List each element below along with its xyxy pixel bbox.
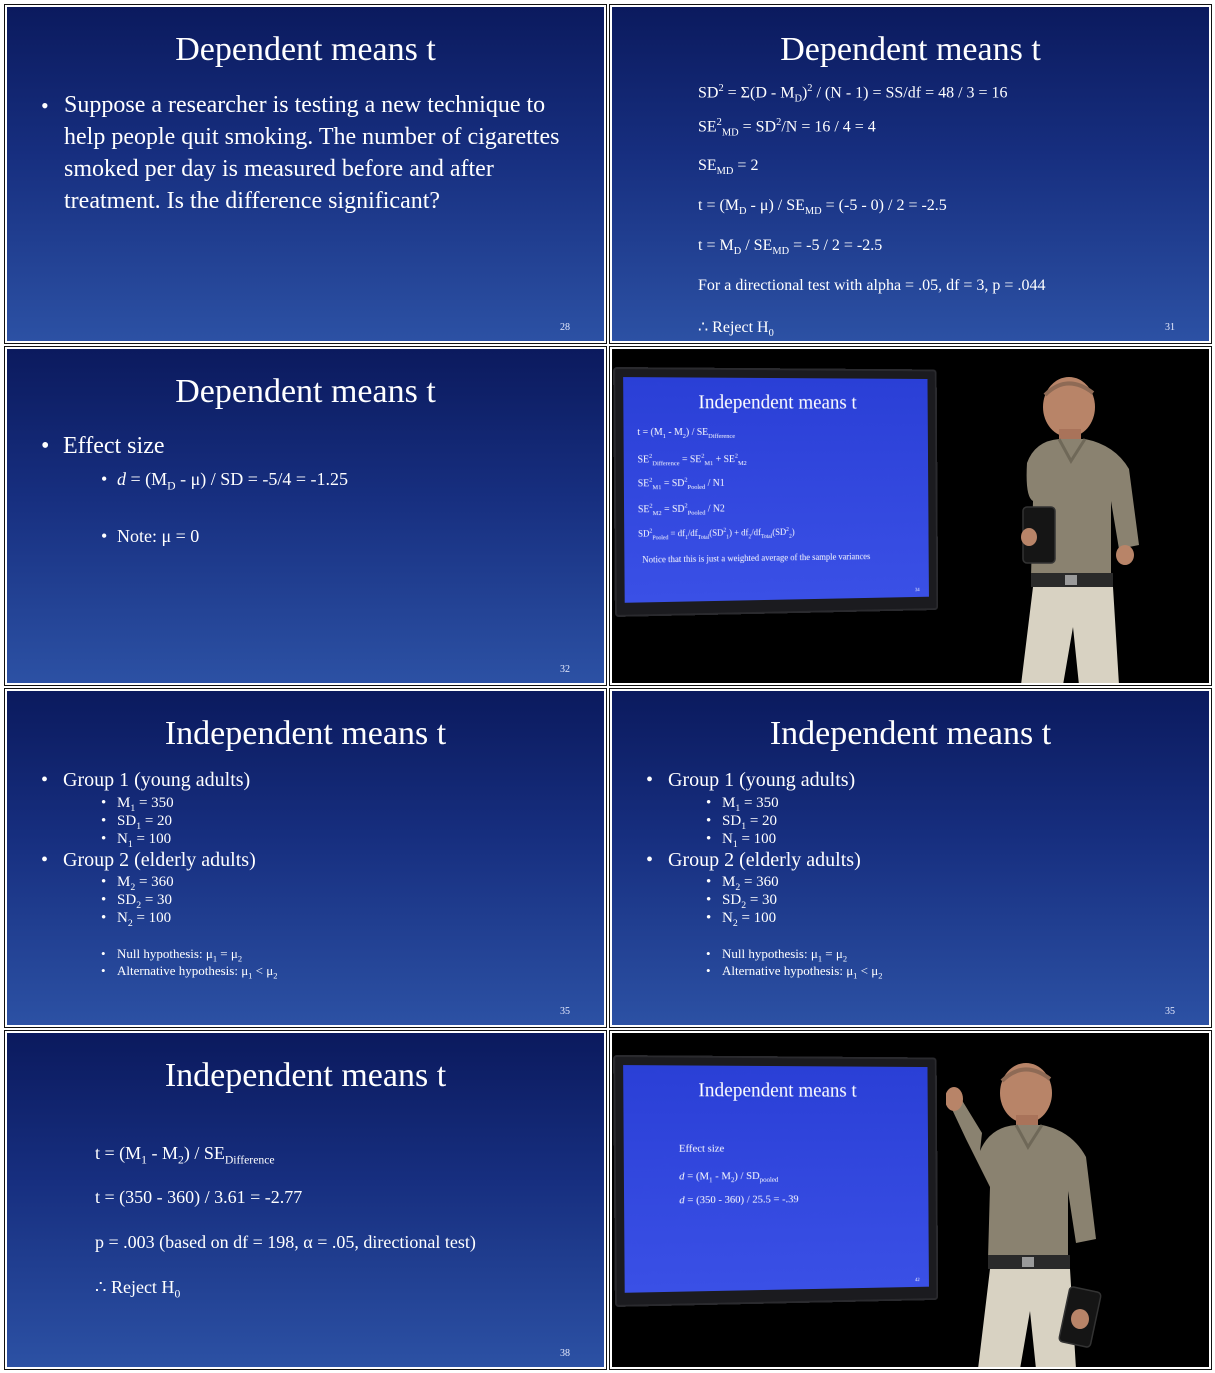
screen-formula-se-m2: $SE^2_{M2} = SD^2_{Pooled} / N2$ (637, 502, 725, 517)
formula-t-computed: t = (350 - 360) / 3.61 = -2.77 (95, 1187, 303, 1207)
conclusion: ∴ Reject $H_0$ (95, 1277, 181, 1301)
formula-se-squared: $SE^2_{MD} = SD^2/N = 16 / 4 = 4$ (698, 117, 876, 139)
p-value-note: p = .003 (based on df = 198, α = .05, directional test) (95, 1232, 476, 1252)
bullet-group-1: • Group 1 (young adults) (646, 769, 856, 791)
sub-bullet-n2: • $N_2 = 100$ (101, 910, 172, 929)
bullet-group-1: • Group 1 (young adults) (41, 769, 251, 791)
screen-formula-se-diff: $SE^2_{Difference} = SE^2_{M1} + SE^2_{M2}$ (637, 452, 747, 468)
screen-formula-se-m1: $SE^2_{M1} = SD^2_{Pooled} / N1$ (637, 476, 725, 492)
conclusion: ∴ Reject $H_0$ (698, 319, 774, 340)
screen-d-computed: d = (350 - 360) / 25.5 = -.39 (679, 1193, 799, 1207)
monitor-screen (623, 377, 929, 603)
bullet-group-2: • Group 2 (elderly adults) (646, 849, 861, 871)
slide-31 (610, 5, 1211, 343)
slide-bullet-text: Suppose a researcher is testing a new technique to help people quit smoking. The number of cigarettes smoked per day is measured before and after treatment. Is the difference significant? (64, 92, 560, 214)
slide-28 (5, 5, 606, 343)
lecture-video-frame-b (610, 1031, 1211, 1369)
formula-se: $SE_{MD} = 2$ (698, 157, 759, 178)
presentation-monitor (613, 1055, 938, 1307)
page-number: 38 (560, 1348, 570, 1359)
slide-title: Dependent means t (780, 31, 1041, 68)
sub-bullet-null-hypothesis: • Null hypothesis: $\mu_1 = \mu_2$ (706, 946, 848, 964)
sub-bullet-n2: • $N_2 = 100$ (706, 910, 777, 929)
slide-title: Independent means t (769, 715, 1052, 752)
bullet-dot: • (41, 93, 49, 118)
page-number: 35 (1165, 1006, 1175, 1017)
page-number: 31 (1165, 322, 1175, 333)
slide-32 (5, 347, 606, 685)
screen-title: Independent means t (698, 1079, 857, 1102)
screen-d-formula: $d = (M_1 - M_2) / SD_{pooled}$ (679, 1170, 779, 1185)
presenter (946, 1063, 1156, 1369)
sub-bullet-alt-hypothesis: • Alternative hypothesis: $\mu_1 < \mu_2$ (706, 963, 883, 981)
sub-bullet-d-formula: • $d = (M_D - \mu)$ / SD = -5/4 = -1.25 (101, 469, 349, 493)
sub-bullet-m1: • $M_1 = 350$ (706, 795, 779, 814)
screen-page-number: 42 (915, 1278, 920, 1284)
presentation-monitor (613, 367, 938, 617)
page-number: 35 (560, 1006, 570, 1017)
formula-t: $t = (M_1 - M_2) / SE_{Difference}$ (95, 1143, 275, 1167)
page-number: 28 (560, 322, 570, 333)
sub-bullet-sd1: • $SD_1 = 20$ (706, 813, 778, 832)
sub-bullet-alt-hypothesis: • Alternative hypothesis: $\mu_1 < \mu_2$ (101, 963, 278, 981)
slide-35-second (610, 689, 1211, 1027)
formula-variance: $SD^2 = \Sigma(D - M_D)^2 / (N - 1) = SS/df = 48 / 3 = 16$ (698, 83, 1008, 105)
monitor-screen (623, 1065, 929, 1293)
sub-bullet-m1: • $M_1 = 350$ (101, 795, 174, 814)
sub-bullet-sd2: • $SD_2 = 30$ (706, 892, 778, 911)
screen-note: Notice that this is just a weighted average of the sample variances (642, 551, 871, 565)
formula-t-full: $t = (M_D - \mu) / SE_{MD} = (-5 - 0) / 2 = -2.5$ (698, 197, 947, 218)
bullet-group-2: • Group 2 (elderly adults) (41, 849, 256, 871)
presenter (1007, 377, 1157, 685)
directional-test-note: For a directional test with alpha = .05, df = 3, p = .044 (698, 277, 1046, 294)
slide-title: Independent means t (164, 1057, 447, 1094)
sub-bullet-m2: • $M_2 = 360$ (101, 874, 174, 893)
sub-bullet-note: • Note: μ = 0 (101, 526, 200, 546)
sub-bullet-n1: • $N_1 = 100$ (706, 831, 777, 850)
slide-title: Independent means t (164, 715, 447, 752)
screen-title: Independent means t (698, 391, 857, 414)
screen-page-number: 34 (915, 588, 920, 594)
sub-bullet-null-hypothesis: • Null hypothesis: $\mu_1 = \mu_2$ (101, 946, 243, 964)
screen-formula-t: $t = (M_1 - M_2) / SE_{Difference}$ (637, 427, 736, 440)
formula-t-short: $t = M_D / SE_{MD} = -5 / 2 = -2.5$ (698, 237, 883, 258)
sub-bullet-sd2: • $SD_2 = 30$ (101, 892, 173, 911)
sub-bullet-sd1: • $SD_1 = 20$ (101, 813, 173, 832)
lecture-video-frame-a (610, 347, 1211, 685)
slide-35-first (5, 689, 606, 1027)
sub-bullet-m2: • $M_2 = 360$ (706, 874, 779, 893)
sub-bullet-n1: • $N_1 = 100$ (101, 831, 172, 850)
slide-title: Dependent means t (175, 31, 436, 68)
slide-38 (5, 1031, 606, 1369)
screen-formula-sd-pooled: $SD^2_{Pooled} = df_1/df_{Total}(SD^2_1) + df_2/df_{Total}(SD^2_2)$ (638, 526, 795, 542)
page-number: 32 (560, 664, 570, 675)
slide-title: Dependent means t (175, 373, 436, 410)
screen-effect-size: Effect size (678, 1142, 725, 1155)
bullet-effect-size: • Effect size (41, 433, 165, 459)
